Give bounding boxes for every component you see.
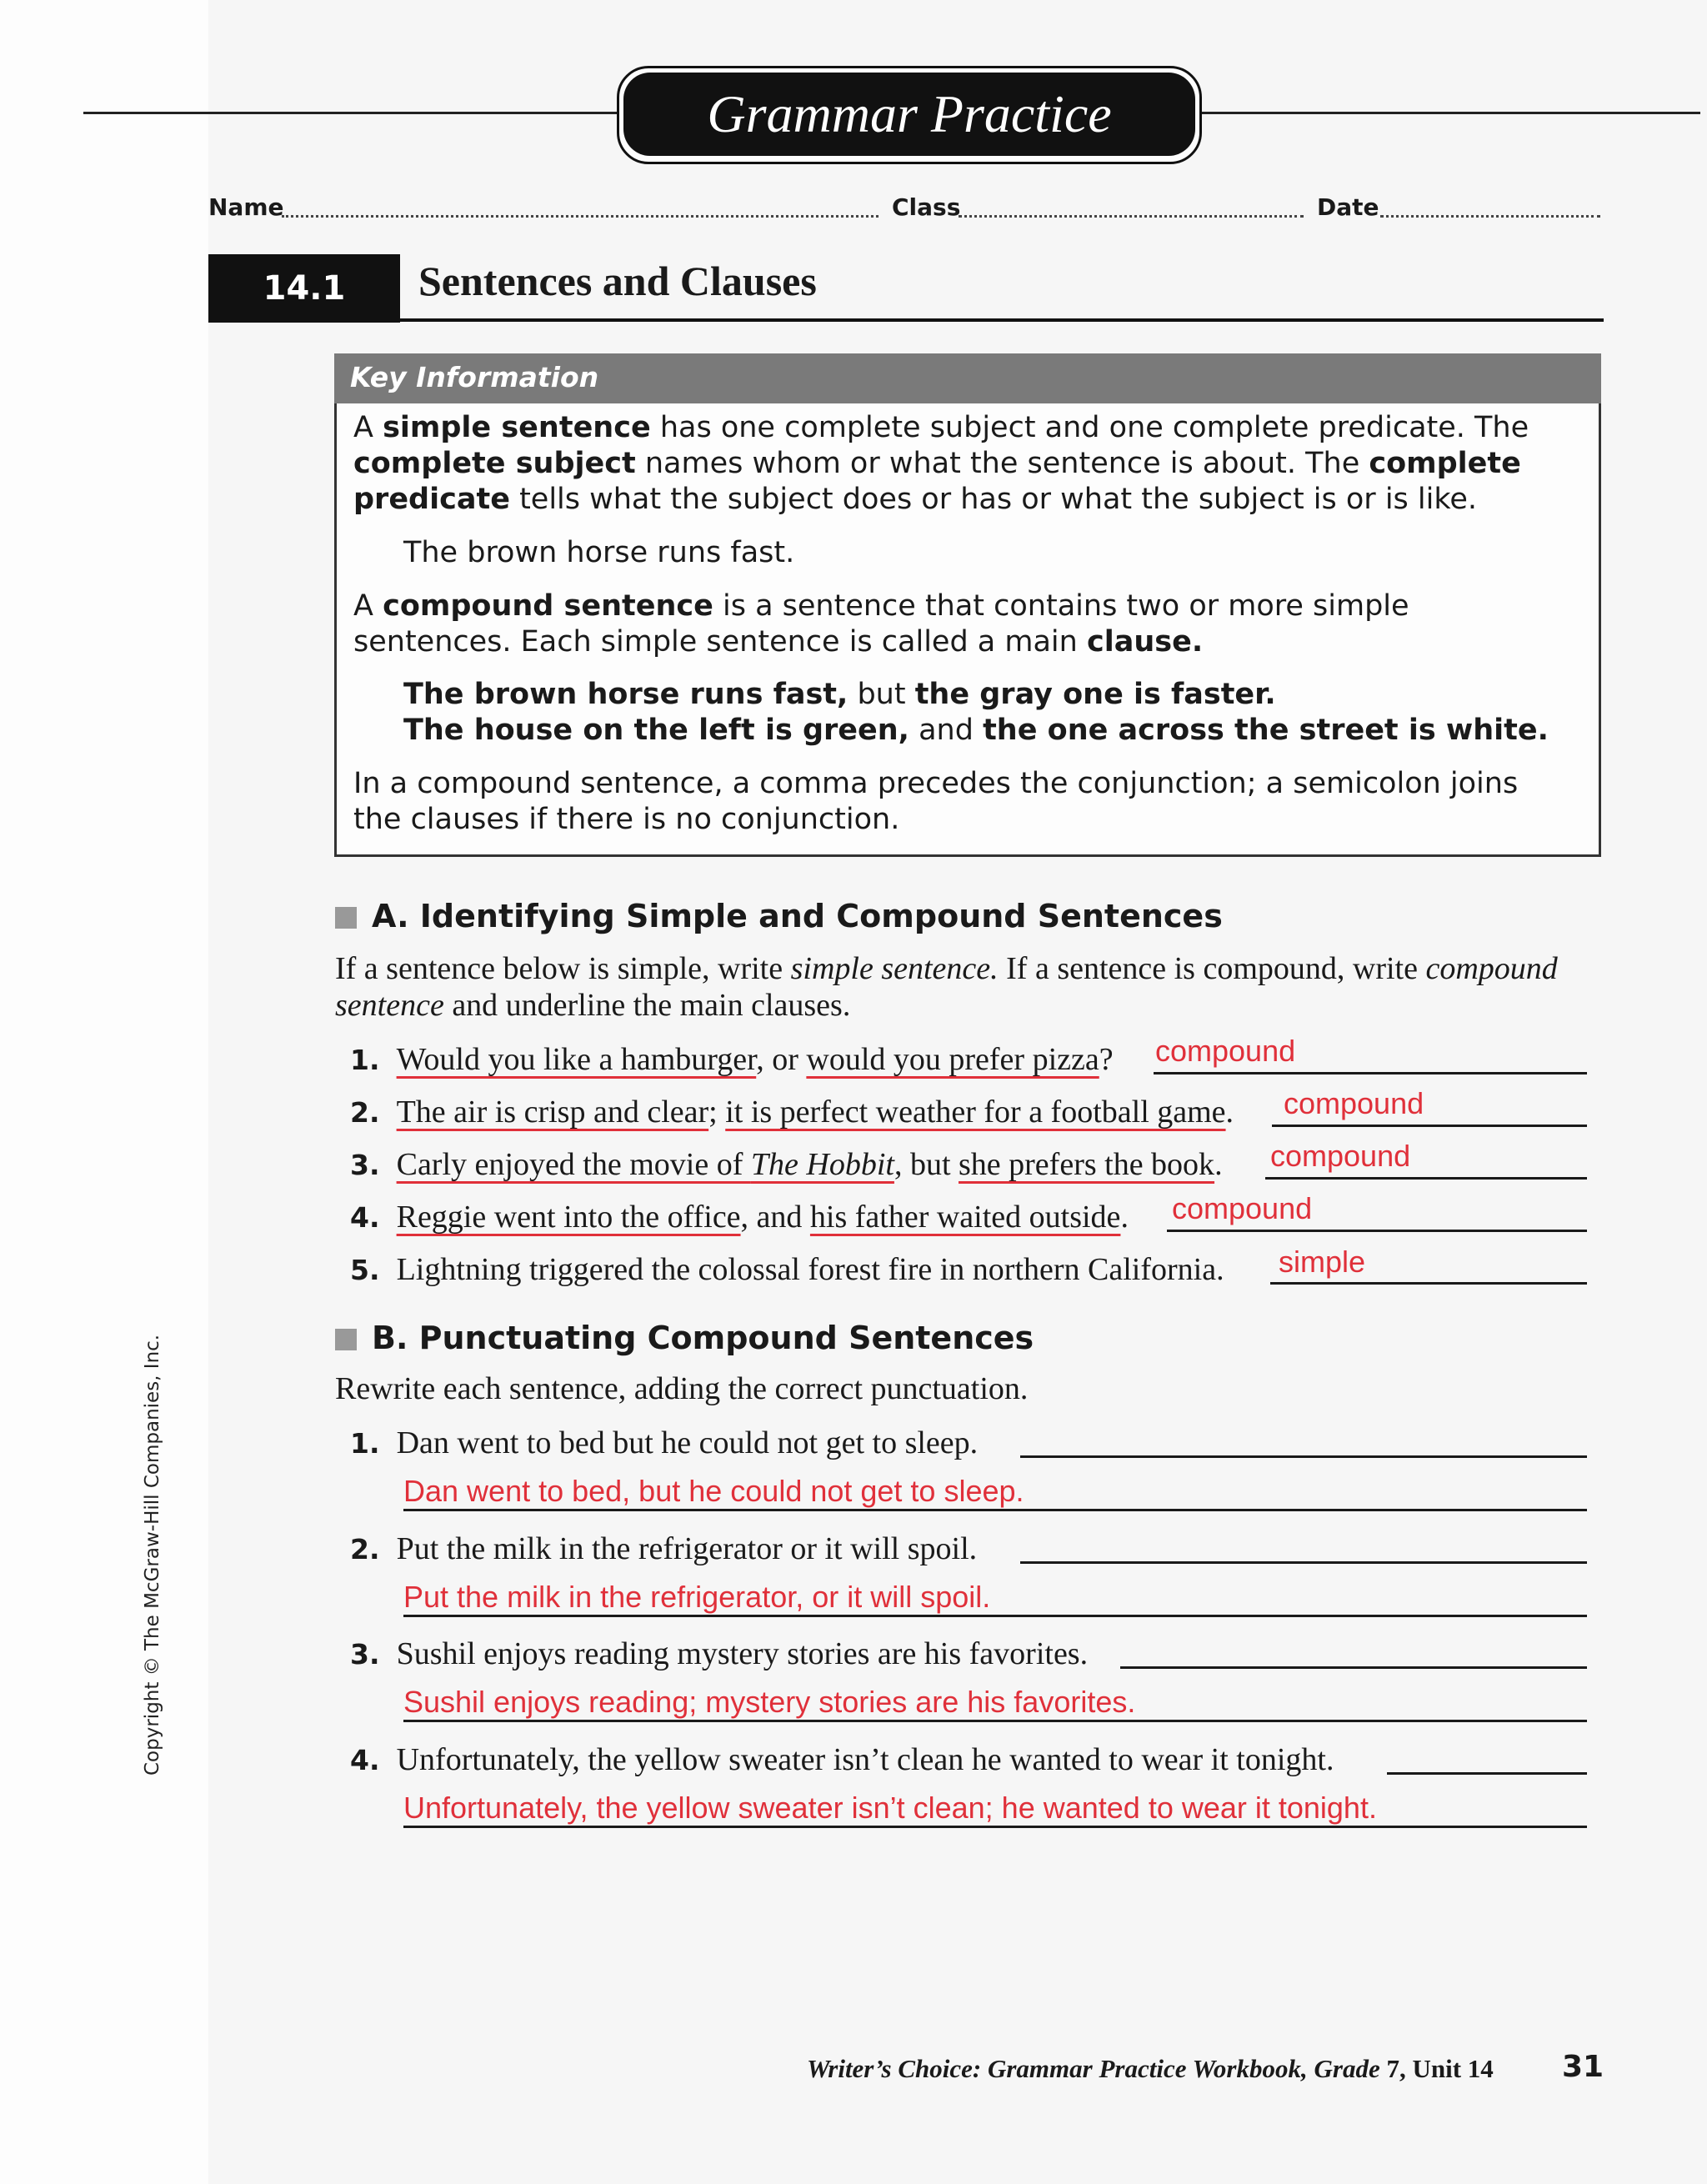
- page-number: 31: [1562, 2050, 1604, 2084]
- item-number: 2.: [350, 1533, 380, 1565]
- lesson-number: 14.1: [208, 254, 400, 323]
- key-info-p3: In a compound sentence, a comma precedes the conjunction; a semicolon joins the clauses if there is no conjunction.: [353, 767, 1519, 836]
- lesson-rule: [400, 318, 1604, 322]
- item-number: 1.: [350, 1044, 380, 1076]
- date-field[interactable]: [1380, 215, 1600, 218]
- list-item: 1. Dan went to bed but he could not get to sleep.: [350, 1425, 979, 1460]
- main-clause: his father waited outside: [809, 1200, 1121, 1235]
- answer-text: compound: [1284, 1086, 1424, 1120]
- main-clause: The air is crisp and clear: [396, 1095, 709, 1130]
- item-number: 5.: [350, 1254, 380, 1286]
- answer-text: Put the milk in the refrigerator, or it will spoil.: [403, 1580, 991, 1614]
- side-copyright: Copyright © The McGraw-Hill Companies, Inc.: [142, 1334, 163, 1776]
- page-panel: [208, 0, 1707, 2184]
- list-item: 1. Would you like a hamburger, or would you prefer pizza?: [350, 1042, 1114, 1077]
- list-item: 2. Put the milk in the refrigerator or it will spoil.: [350, 1531, 978, 1566]
- class-label: Class: [892, 193, 961, 221]
- key-info-p1: A simple sentence has one complete subject and one complete predicate. The complete subject names whom or what the sentence is about. The complete predicate tells what the subject does or has or what the subject is or is like.: [353, 411, 1529, 516]
- main-clause: she prefers the book: [959, 1147, 1215, 1182]
- answer-text: Dan went to bed, but he could not get to sleep.: [403, 1474, 1024, 1508]
- answer-line[interactable]: [403, 1615, 1587, 1617]
- answer-line[interactable]: [403, 1509, 1587, 1511]
- answer-line[interactable]: [1167, 1230, 1587, 1232]
- answer-text: compound: [1172, 1191, 1313, 1225]
- key-info-p2: A compound sentence is a sentence that contains two or more simple sentences. Each simple sentence is called a main clause.: [353, 589, 1409, 659]
- answer-text: Unfortunately, the yellow sweater isn’t clean; he wanted to wear it tonight.: [403, 1791, 1377, 1825]
- main-clause: would you prefer pizza: [806, 1042, 1099, 1077]
- list-item: 5. Lightning triggered the colossal forest fire in northern California.: [350, 1252, 1224, 1287]
- answer-text: compound: [1270, 1139, 1411, 1173]
- answer-line[interactable]: [1270, 1282, 1587, 1285]
- answer-text: Sushil enjoys reading; mystery stories are his favorites.: [403, 1685, 1136, 1719]
- section-a-title: A. Identifying Simple and Compound Sentences: [372, 898, 1223, 934]
- item-number: 2.: [350, 1096, 380, 1129]
- main-clause: Reggie went into the office: [396, 1200, 741, 1235]
- item-number: 3.: [350, 1638, 380, 1671]
- answer-line[interactable]: [1120, 1666, 1587, 1669]
- key-info-example1: The brown horse runs fast.: [403, 536, 795, 569]
- answer-text: simple: [1279, 1245, 1366, 1279]
- section-b-marker: [335, 1329, 357, 1350]
- item-number: 3.: [350, 1149, 380, 1181]
- answer-line[interactable]: [1020, 1455, 1587, 1458]
- section-a-marker: [335, 907, 357, 929]
- answer-line[interactable]: [1265, 1177, 1587, 1180]
- answer-line[interactable]: [403, 1826, 1587, 1828]
- section-a-instructions: If a sentence below is simple, write simple sentence. If a sentence is compound, write compound sentence and underline the main clauses.: [335, 951, 1558, 1023]
- main-clause: Would you like a hamburger: [396, 1042, 757, 1077]
- list-item: 4. Unfortunately, the yellow sweater isn’t clean he wanted to wear it tonight.: [350, 1742, 1334, 1777]
- lesson-title: Sentences and Clauses: [418, 258, 817, 304]
- answer-text: compound: [1155, 1034, 1296, 1068]
- answer-line[interactable]: [1272, 1125, 1587, 1127]
- key-info-example3: The house on the left is green, and the one across the street is white.: [403, 714, 1549, 747]
- item-number: 1.: [350, 1427, 380, 1460]
- date-label: Date: [1317, 193, 1379, 221]
- list-item: 3. Carly enjoyed the movie of The Hobbit, but she prefers the book.: [350, 1147, 1223, 1182]
- answer-line[interactable]: [403, 1720, 1587, 1722]
- key-info-heading: Key Information: [350, 361, 599, 393]
- footer-book-title: Writer’s Choice: Grammar Practice Workbook, Grade 7, Unit 14: [807, 2054, 1494, 2083]
- section-b-title: B. Punctuating Compound Sentences: [372, 1320, 1034, 1356]
- answer-line[interactable]: [1154, 1072, 1587, 1074]
- answer-line[interactable]: [1020, 1561, 1587, 1564]
- list-item: 4. Reggie went into the office, and his father waited outside.: [350, 1200, 1129, 1235]
- item-number: 4.: [350, 1201, 380, 1234]
- class-field[interactable]: [959, 215, 1304, 218]
- list-item: 3. Sushil enjoys reading mystery stories are his favorites.: [350, 1636, 1089, 1671]
- main-clause: Carly enjoyed the movie of The Hobbit: [396, 1147, 894, 1182]
- name-field[interactable]: [282, 215, 879, 218]
- section-b-instructions: Rewrite each sentence, adding the correct punctuation.: [335, 1371, 1029, 1406]
- answer-line[interactable]: [1387, 1772, 1587, 1775]
- key-info-example2: The brown horse runs fast, but the gray one is faster.: [403, 678, 1276, 711]
- name-label: Name: [208, 193, 284, 221]
- item-number: 4.: [350, 1744, 380, 1776]
- main-clause: it is perfect weather for a football game: [725, 1095, 1226, 1130]
- banner-title: Grammar Practice: [623, 73, 1195, 156]
- list-item: 2. The air is crisp and clear; it is perfect weather for a football game.: [350, 1095, 1234, 1130]
